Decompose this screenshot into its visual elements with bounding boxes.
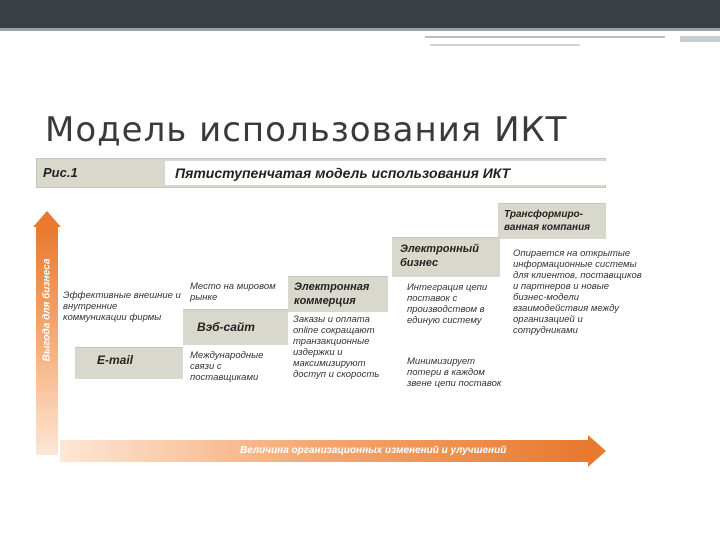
step-email: E-mail	[75, 347, 183, 379]
step-ecommerce-benefit: Заказы и оплата online сокращают транзакционные издержки и максимизируют доступ и скорость	[293, 314, 380, 380]
top-bar-accent	[0, 28, 720, 31]
slide-title: Модель использования ИКТ	[45, 110, 568, 150]
top-bar	[0, 0, 720, 28]
step-website: Вэб-сайт	[183, 309, 288, 345]
step-ecommerce: Электронная коммерция	[288, 276, 388, 312]
y-axis-arrowhead	[33, 211, 61, 227]
figure-title: Пятиступенчатая модель использования ИКТ	[165, 161, 639, 185]
y-axis-label: Выгода для бизнеса	[41, 258, 53, 362]
decorative-line	[430, 44, 580, 46]
step-email-benefit: Эффективные внешние и внутренние коммуникации фирмы	[63, 290, 181, 323]
decorative-line	[425, 36, 665, 38]
step-website-benefit: Место на мировом рынке	[190, 281, 276, 303]
step-website-note: Международные связи с поставщиками	[190, 350, 264, 383]
step-transformed-company-benefit: Опирается на открытые информационные системы для клиентов, поставщиков и партнеров и новые бизнес-модели взаимодействия между организацией и сотрудниками	[513, 248, 642, 336]
figure-label: Рис.1	[43, 165, 78, 180]
step-ebusiness-benefit: Интеграция цепи поставок с производством в единую систему	[407, 282, 488, 326]
step-ebusiness: Электронный бизнес	[392, 237, 500, 277]
step-ebusiness-note: Минимизирует потери в каждом звене цепи поставок	[407, 356, 502, 389]
x-axis-arrowhead	[588, 435, 606, 467]
decorative-line	[680, 36, 720, 42]
x-axis-label: Величина организационных изменений и улучшений	[240, 445, 507, 456]
step-transformed-company: Трансформиро-ванная компания	[498, 203, 606, 239]
figure-header	[36, 158, 606, 188]
